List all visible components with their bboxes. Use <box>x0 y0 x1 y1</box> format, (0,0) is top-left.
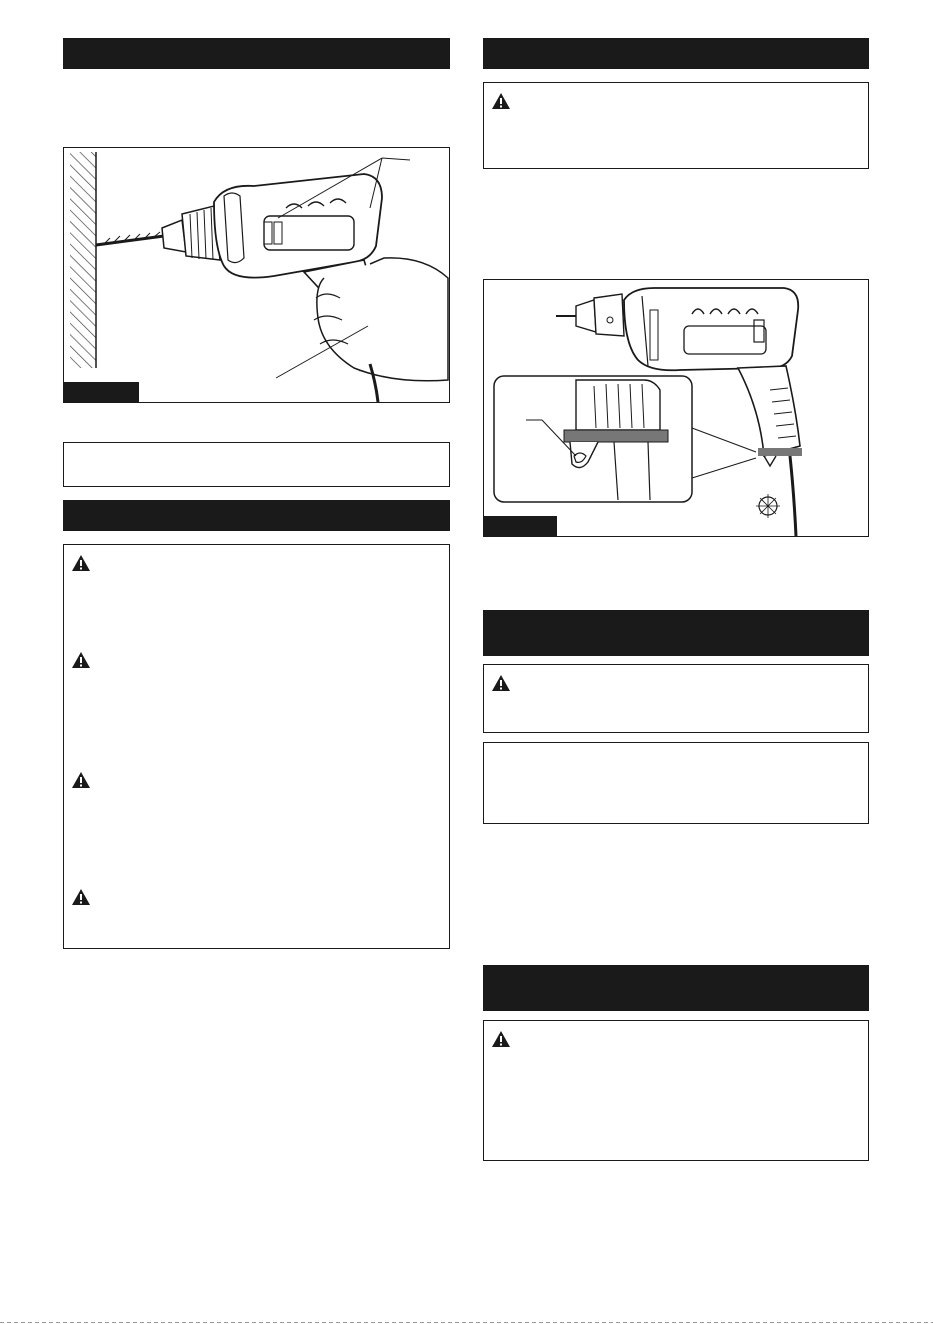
figure-number-tab <box>484 516 557 536</box>
warning-triangle-icon <box>71 771 91 789</box>
section-heading-bar <box>483 38 869 69</box>
warning-triangle-icon <box>71 651 91 669</box>
section-heading-text <box>63 45 73 61</box>
warnings-box <box>63 544 450 949</box>
section-heading-text <box>63 507 73 523</box>
warning-triangle-icon <box>491 1030 511 1048</box>
warning-triangle-icon <box>71 554 91 572</box>
warning-triangle-icon <box>491 92 511 110</box>
note-box <box>63 442 450 487</box>
figure-number-text <box>484 519 490 533</box>
section-heading-text <box>483 625 493 641</box>
warning-triangle-icon <box>71 888 91 906</box>
page-bottom-rule <box>0 1322 933 1323</box>
warning-box <box>483 664 869 733</box>
drill-hook-illustration <box>484 280 868 536</box>
section-heading-text <box>483 45 493 61</box>
figure-number-text <box>64 385 70 399</box>
section-heading-bar <box>483 610 869 656</box>
warning-triangle-icon <box>491 674 511 692</box>
section-heading-text <box>483 980 493 996</box>
notice-box <box>483 742 869 824</box>
figure-drill-hook <box>483 279 869 537</box>
drill-holding-illustration <box>64 148 449 402</box>
warning-box <box>483 82 869 169</box>
warning-box <box>483 1020 869 1161</box>
section-heading-bar <box>63 500 450 531</box>
figure-number-tab <box>64 382 139 402</box>
section-heading-bar <box>483 965 869 1011</box>
section-heading-bar <box>63 38 450 69</box>
figure-drill-holding <box>63 147 450 403</box>
note-text <box>64 443 449 455</box>
